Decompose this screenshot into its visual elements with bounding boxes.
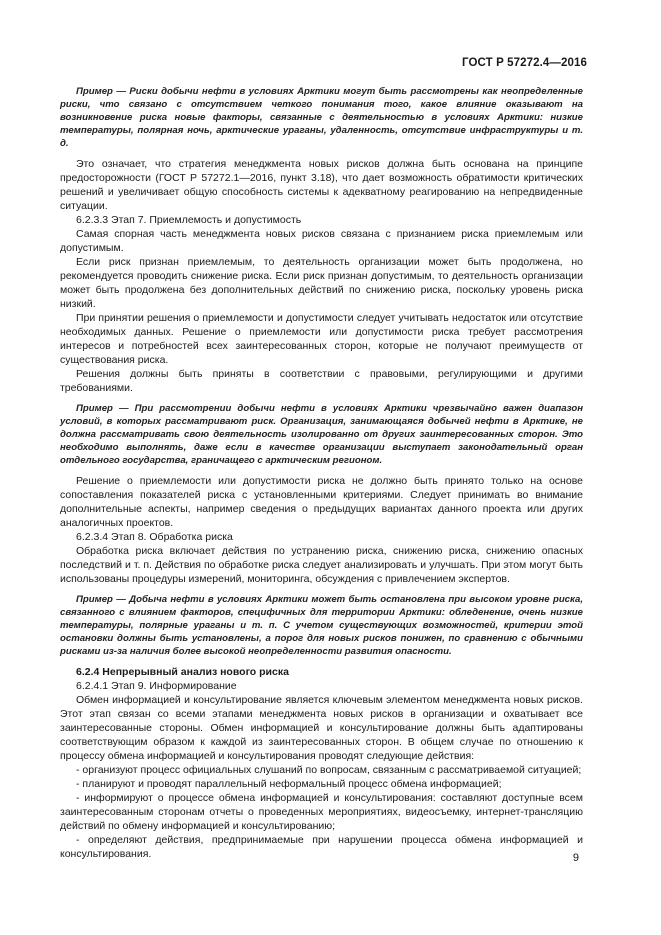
example-note-1: Пример — Риски добычи нефти в условиях Арктики могут быть рассмотрены как неопределенные риски, что связано с отсутствием четкого понимания того, какое влияние оказывают на возникновение риска новые факторы, связанные с деятельностью в условиях Арктики: низкие температуры, полярная ночь, арктические ураганы, удаленность, отсутствие инфраструктуры и т. д. xyxy=(60,86,583,149)
body-paragraph: Самая спорная часть менеджмента новых рисков связана с признанием риска приемлемым или допустимым. xyxy=(60,228,583,254)
list-item: - определяют действия, предпринимаемые при нарушении процесса обмена информацией и консультирования. xyxy=(60,834,583,860)
body-paragraph: Это означает, что стратегия менеджмента новых рисков должна быть основана на принципе предосторожности (ГОСТ Р 57272.1—2016, пункт 3.18), что дает возможность обратимости критических решений и увеличивает общую способность системы к адекватному реагированию на непредвиденные ситуации. xyxy=(60,158,583,212)
list-item: - информируют о процессе обмена информацией и консультирования: составляют доступные всем заинтересованным сторонам отчеты о проведенных мероприятиях, видеосъемку, интернет-трансляцию действий по обмену информацией и консультированию; xyxy=(60,792,583,832)
document-body xyxy=(60,85,583,861)
subsection-heading-6-2-4-1: 6.2.4.1 Этап 9. Информирование xyxy=(76,680,237,692)
subsection-heading-6-2-3-4: 6.2.3.4 Этап 8. Обработка риска xyxy=(76,531,233,543)
body-paragraph: Решения должны быть приняты в соответствии с правовыми, регулирующими и другими требованиями. xyxy=(60,368,583,394)
section-heading-6-2-4: 6.2.4 Непрерывный анализ нового риска xyxy=(76,666,289,678)
example-note-3: Пример — Добыча нефти в условиях Арктики может быть остановлена при высоком уровне риска, связанного с влиянием факторов, специфичных для территории Арктики: обледенение, очень низкие температуры, полярные ураганы и т. п. С учетом существующих возможностей, критерии этой остановки должны быть установлены, а порог для новых рисков понижен, по сравнению с обычными рисками из-за наличия более высокой неопределенности развития опасности. xyxy=(60,594,583,657)
body-paragraph: Решение о приемлемости или допустимости риска не должно быть принято только на основе сопоставления показателей риска с установленными критериями. Следует принимать во внимание дополнительные аспекты, например сведения о предыдущих вариантах данного проекта или других аналогичных проектов. xyxy=(60,475,583,529)
example-note-2: Пример — При рассмотрении добычи нефти в условиях Арктики чрезвычайно важен диапазон условий, в которых рассматривают риск. Организация, занимающаяся добычей нефти в Арктике, не должна рассматривать свою деятельность изолированно от других заинтересованных сторон. Это необходимо выполнять, даже если в качестве организации выступает законодательный орган отдельного государства, граничащего с арктическим регионом. xyxy=(60,403,583,466)
body-paragraph: Если риск признан приемлемым, то деятельность организации может быть продолжена, но рекомендуется проводить снижение риска. Если риск признан допустимым, то деятельность организации может быть продолжена без дополнительных действий по снижению риска, поскольку уровень риска низкий. xyxy=(60,256,583,310)
subsection-heading-6-2-3-3: 6.2.3.3 Этап 7. Приемлемость и допустимость xyxy=(76,214,302,226)
body-paragraph: При принятии решения о приемлемости и допустимости следует учитывать недостаток или отсутствие необходимых данных. Решение о приемлемости или допустимости риска требует рассмотрения интересов и потребностей всех заинтересованных сторон, которые не получают преимуществ от существования риска. xyxy=(60,312,583,366)
body-paragraph: Обработка риска включает действия по устранению риска, снижению риска, снижению опасных последствий и т. п. Действия по обработке риска следует анализировать и улучшать. При этом могут быть использованы процедуры измерений, мониторинга, обсуждения с привлечением экспертов. xyxy=(60,545,583,585)
list-item: - планируют и проводят параллельный неформальный процесс обмена информацией; xyxy=(76,778,502,790)
list-item: - организуют процесс официальных слушаний по вопросам, связанным с рассматриваемой ситуацией; xyxy=(76,764,582,776)
page-number: 9 xyxy=(572,852,579,864)
body-paragraph: Обмен информацией и консультирование является ключевым элементом менеджмента новых рисков. Этот этап связан со всеми этапами менеджмента новых рисков в организации и охватывает все заинтересованные стороны. Обмен информацией и консультирование должны быть адаптированы соответствующим образом к каждой из заинтересованных сторон. В общем случае по отношению к процессу обмена информацией и консультирования проводят следующие действия: xyxy=(60,694,583,762)
standard-header: ГОСТ Р 57272.4—2016 xyxy=(462,57,587,69)
